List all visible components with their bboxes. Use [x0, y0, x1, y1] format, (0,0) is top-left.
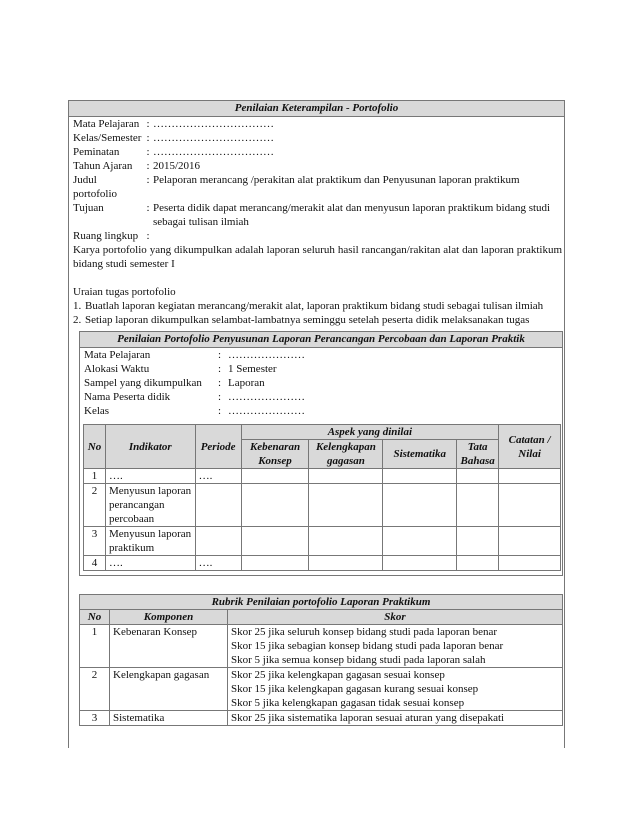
assessment-field-key: Nama Peserta didik — [84, 391, 171, 403]
assessment-field: Sampel yang dikumpulkan : Laporan — [80, 376, 562, 390]
field-row: Ruang lingkup : — [73, 229, 562, 243]
field-row: Kelas/Semester : …………………………… — [73, 131, 562, 145]
assessment-field-value: 1 Semester — [228, 363, 277, 375]
field-row: Tujuan : Peserta didik dapat merancang/merakit alat dan menyusun laporan praktikum bidang studi sebagai tulisan ilmiah — [73, 201, 562, 229]
table-row — [80, 625, 563, 668]
col-kelengkapan-header: Kelengkapan gagasan — [309, 440, 383, 469]
portfolio-document — [68, 100, 565, 748]
table-row — [80, 668, 563, 711]
table-row — [84, 484, 561, 527]
rubric-komponen: Kelengkapan gagasan — [110, 668, 228, 711]
col-aspek-header: Aspek yang dinilai — [241, 425, 499, 440]
assessment-field: Nama Peserta didik : ………………… — [80, 390, 562, 404]
row-no: 4 — [84, 556, 106, 571]
assessment-field-key: Sampel yang dikumpulkan — [84, 377, 202, 389]
skor-line: Skor 25 jika kelengkapan gagasan sesuai konsep — [231, 669, 445, 681]
rubric-skor — [228, 625, 563, 668]
table-row — [80, 711, 563, 726]
assessment-section — [79, 331, 563, 576]
rubric-col-skor: Skor — [228, 610, 563, 625]
rubric-col-no: No — [80, 610, 110, 625]
rubric-col-komponen: Komponen — [110, 610, 228, 625]
assessment-field: Mata Pelajaran : ………………… — [80, 348, 562, 362]
field-key: Peminatan — [73, 146, 120, 158]
assessment-field: Kelas : ………………… — [80, 404, 562, 418]
skor-line: Skor 25 jika sistematika laporan sesuai aturan yang disepakati — [231, 712, 505, 724]
field-value: 2015/2016 — [153, 160, 201, 172]
row-indikator: …. — [105, 469, 195, 484]
row-no: 2 — [84, 484, 106, 527]
rubric-komponen: Kebenaran Konsep — [110, 625, 228, 668]
skor-line: Skor 25 jika seluruh konsep bidang studi pada laporan benar — [231, 626, 498, 638]
field-value — [153, 229, 562, 243]
rubric-title: Rubrik Penilaian portofolio Laporan Praktikum — [80, 595, 563, 610]
field-row: Judul portofolio : Pelaporan merancang /perakitan alat praktikum dan Penyusunan laporan praktikum — [73, 173, 562, 201]
task-number: 1. — [73, 300, 82, 312]
assessment-field-value: ………………… — [228, 349, 305, 361]
field-row: Tahun Ajaran : 2015/2016 — [73, 159, 562, 173]
assessment-field-value: ………………… — [228, 405, 305, 417]
field-value: …………………………… — [153, 132, 274, 144]
field-value: Peserta didik dapat merancang/merakit alat dan menyusun laporan praktikum bidang studi sebagai tulisan ilmiah — [153, 202, 551, 228]
rubric-no: 2 — [80, 668, 110, 711]
field-key: Tahun Ajaran — [73, 160, 133, 172]
assessment-field-value: Laporan — [228, 377, 265, 389]
task-item — [73, 299, 562, 313]
task-text: Setiap laporan dikumpulkan selambat-lambatnya seminggu setelah peserta didik melaksanakan tugas — [85, 314, 530, 326]
assessment-field-value: ………………… — [228, 391, 305, 403]
assessment-field-key: Mata Pelajaran — [84, 349, 151, 361]
assessment-title: Penilaian Portofolio Penyusunan Laporan Perancangan Percobaan dan Laporan Praktik — [80, 332, 562, 348]
task-item — [73, 313, 562, 327]
row-periode — [195, 484, 241, 527]
col-no-header: No — [84, 425, 106, 469]
skor-line: Skor 5 jika kelengkapan gagasan tidak sesuai konsep — [231, 697, 465, 709]
skor-line: Skor 15 jika sebagian konsep bidang studi pada laporan benar — [231, 640, 504, 652]
col-indikator-header: Indikator — [105, 425, 195, 469]
field-value: …………………………… — [153, 146, 274, 158]
field-row: Mata Pelajaran : …………………………… — [73, 117, 562, 131]
row-periode: …. — [195, 556, 241, 571]
scope-text: Karya portofolio yang dikumpulkan adalah laporan seluruh hasil rancangan/rakitan alat dan laporan praktikum bidang studi semester I — [73, 244, 562, 270]
skor-line: Skor 15 jika kelengkapan gagasan kurang sesuai konsep — [231, 683, 479, 695]
assessment-table — [83, 424, 561, 571]
field-key: Tujuan — [73, 202, 104, 214]
field-key: Kelas/Semester — [73, 132, 142, 144]
row-periode: …. — [195, 469, 241, 484]
rubric-skor — [228, 711, 563, 726]
rubric-no: 1 — [80, 625, 110, 668]
field-key: Judul portofolio — [73, 174, 117, 200]
row-no: 3 — [84, 527, 106, 556]
document-title: Penilaian Keterampilan - Portofolio — [69, 101, 564, 117]
task-number: 2. — [73, 314, 82, 326]
row-indikator: Menyusun laporan perancangan percobaan — [105, 484, 195, 527]
rubric-no: 3 — [80, 711, 110, 726]
assessment-field-key: Kelas — [84, 405, 110, 417]
field-key: Ruang lingkup — [73, 230, 139, 242]
col-kebenaran-header: Kebenaran Konsep — [241, 440, 309, 469]
field-value: Pelaporan merancang /perakitan alat praktikum dan Penyusunan laporan praktikum — [153, 174, 520, 186]
table-row — [84, 556, 561, 571]
rubric-komponen: Sistematika — [110, 711, 228, 726]
col-sistematika-header: Sistematika — [383, 440, 457, 469]
row-no: 1 — [84, 469, 106, 484]
skor-line: Skor 5 jika semua konsep bidang studi pada laporan salah — [231, 654, 486, 666]
rubric-table — [79, 594, 563, 726]
assessment-field-key: Alokasi Waktu — [84, 363, 150, 375]
col-tata-header: Tata Bahasa — [457, 440, 499, 469]
table-row — [84, 469, 561, 484]
assessment-field: Alokasi Waktu : 1 Semester — [80, 362, 562, 376]
document-body — [69, 117, 564, 726]
row-periode — [195, 527, 241, 556]
row-indikator: …. — [105, 556, 195, 571]
rubric-skor — [228, 668, 563, 711]
field-value: …………………………… — [153, 118, 274, 130]
table-row — [84, 527, 561, 556]
field-row: Peminatan : …………………………… — [73, 145, 562, 159]
field-key: Mata Pelajaran — [73, 118, 140, 130]
row-indikator: Menyusun laporan praktikum — [105, 527, 195, 556]
col-periode-header: Periode — [195, 425, 241, 469]
col-catatan-header: Catatan / Nilai — [499, 425, 561, 469]
task-text: Buatlah laporan kegiatan merancang/merakit alat, laporan praktikum bidang studi sebagai tulisan ilmiah — [85, 300, 544, 312]
tasks-title: Uraian tugas portofolio — [73, 286, 176, 298]
